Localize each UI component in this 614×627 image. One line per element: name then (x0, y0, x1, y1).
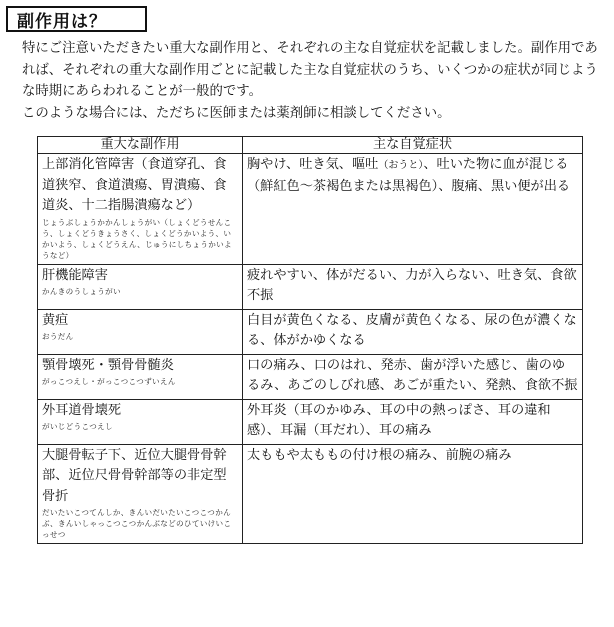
side-effect-cell (38, 264, 243, 309)
column-header-symptoms: 主な自覚症状 (243, 137, 583, 154)
page-title (6, 6, 147, 32)
intro-text (22, 38, 610, 124)
table-row (38, 399, 583, 444)
side-effect-reading: おうだん (42, 332, 74, 341)
side-effect-cell (38, 444, 243, 544)
side-effect-cell (38, 154, 243, 265)
page-title-text: 副作用は？ (17, 11, 107, 32)
side-effect-reading: かんきのうしょうがい (42, 287, 121, 296)
symptoms-cell: 外耳炎（耳のかゆみ、耳の中の熱っぽさ、耳の違和感）、耳漏（耳だれ）、耳の痛み (243, 399, 583, 444)
side-effect-reading: がっこつえし・がっこつこつずいえん (42, 377, 176, 386)
symptoms-cell: 疲れやすい、体がだるい、力が入らない、吐き気、食欲不振 (243, 264, 583, 309)
side-effect-name: 黄疸 (42, 312, 69, 328)
side-effect-reading: だいたいこつてんしか、きんいだいたいこつこつかんぶ、きんいしゃっこつこつかんぶなどのひていけいこっせつ (42, 508, 232, 539)
side-effect-cell (38, 399, 243, 444)
table-row (38, 444, 583, 544)
side-effect-name: 外耳道骨壊死 (42, 402, 122, 418)
table-row (38, 309, 583, 354)
side-effect-name: 大腿骨転子下、近位大腿骨骨幹部、近位尺骨骨幹部等の非定型骨折 (42, 447, 227, 504)
symptoms-text-part: 胸やけ、吐き気、嘔吐 (247, 157, 379, 172)
side-effect-cell (38, 354, 243, 399)
symptoms-text-part: 、吐いた物に血が混じる（鮮紅色〜茶褐色または黒褐色）、腹痛、黒い便が出る (247, 157, 571, 194)
side-effect-reading: がいじどうこつえし (42, 422, 113, 431)
intro-paragraph-1: 特にご注意いただきたい重大な副作用と、それぞれの主な自覚症状を記載しました。副作用であれば、それぞれの重大な副作用ごとに記載した主な自覚症状のうち、いくつかの症状が同じような時期にあらわれることが一般的です。 (22, 41, 598, 99)
table-row (38, 264, 583, 309)
symptoms-cell: 口の痛み、口のはれ、発赤、歯が浮いた感じ、歯のゆるみ、あごのしびれ感、あごが重たい、発熱、食欲不振 (243, 354, 583, 399)
table-row (38, 154, 583, 265)
side-effect-name: 顎骨壊死・顎骨骨髄炎 (42, 357, 174, 373)
column-header-side-effect: 重大な副作用 (38, 137, 243, 154)
symptoms-cell: 白目が黄色くなる、皮膚が黄色くなる、尿の色が濃くなる、体がかゆくなる (243, 309, 583, 354)
side-effect-cell (38, 309, 243, 354)
side-effects-table (37, 136, 583, 544)
symptoms-reading-note: （おうと） (378, 160, 424, 171)
table-header-row (38, 137, 583, 154)
side-effect-reading: じょうぶしょうかかんしょうがい（しょくどうせんこう、しょくどうきょうさく、しょくどうかいよう、いかいよう、しょくどうえん、じゅうにしちょうかいようなど） (42, 217, 232, 260)
side-effect-name: 肝機能障害 (42, 267, 108, 283)
symptoms-cell: 太ももや太ももの付け根の痛み、前腕の痛み (243, 444, 583, 544)
symptoms-cell (243, 154, 583, 265)
table-row (38, 354, 583, 399)
side-effect-name: 上部消化管障害（食道穿孔、食道狭窄、食道潰瘍、胃潰瘍、食道炎、十二指腸潰瘍など） (42, 157, 227, 213)
intro-paragraph-2: このような場合には、ただちに医師または薬剤師に相談してください。 (22, 105, 451, 121)
